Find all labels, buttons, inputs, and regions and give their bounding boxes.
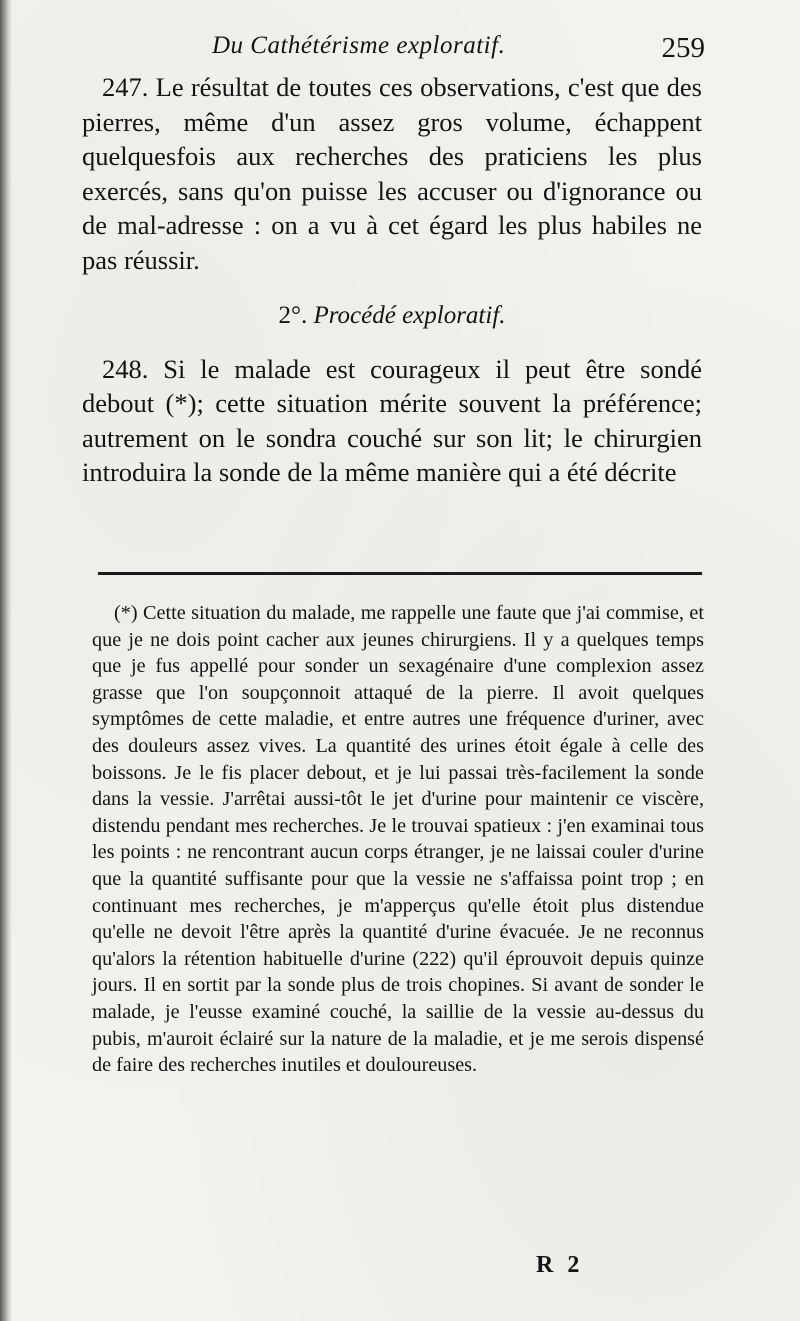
footnote: [92, 600, 704, 1079]
section-number: 2°.: [278, 302, 308, 329]
section-heading: [82, 299, 702, 334]
running-title: Du Cathétérisme exploratif.: [212, 32, 506, 59]
footnote-text: (*) Cette situation du malade, me rappelle une faute que j'ai commise, et que je ne dois point cacher aux jeunes chirurgiens. Il y a quelques temps que je fus appellé pour sonder un sexagénaire d'une complexion assez grasse que l'on soupçonnoit attaqué de la pierre. Il avoit quelques symptômes de cette maladie, et entre autres une fréquence d'uriner, avec des douleurs assez vives. La quantité des urines étoit égale à celle des boissons. Je le fis placer debout, et je lui passai très-facilement la sonde dans la vessie. J'arrêtai aussi-tôt le jet d'urine pour maintenir ce viscère, distendu pendant mes recherches. Je le trouvai spatieux : j'en examinai tous les points : ne rencontrant aucun corps étranger, je ne laissai couler d'urine que la quantité suffisante pour que la vessie ne s'affaissa point trop ; en continuant mes recherches, je m'apperçus qu'elle étoit plus distendue qu'elle ne devoit l'être après la quantité d'urine évacuée. Je ne reconnus qu'alors la rétention habituelle d'urine (222) qu'il éprouvoit depuis quinze jours. Il en sortit par la sonde plus de trois chopines. Si avant de sonder le malade, je l'eusse examiné couché, la saillie de la vessie au-dessus du pubis, m'auroit éclairé sur la nature de la maladie, et je me serois dispensé de faire des recherches inutiles et douloureuses.: [92, 602, 704, 1077]
main-text: [82, 70, 702, 490]
page-gutter-shadow: [0, 0, 12, 1321]
footnote-rule: [98, 572, 702, 575]
paragraph-248: 248. Si le malade est courageux il peut être sondé debout (*); cette situation mérite souvent la préférence; autrement on le sondra couché sur son lit; le chirurgien introduira la sonde de la même manière qui a été décrite: [82, 353, 702, 487]
section-title: Procédé exploratif.: [313, 302, 506, 329]
paragraph-247: 247. Le résultat de toutes ces observations, c'est que des pierres, même d'un assez gros volume, échappent quelquesfois aux recherches des praticiens les plus exercés, sans qu'on puisse les accuser ou d'ignorance ou de mal-adresse : on a vu à cet égard les plus habiles ne pas réussir.: [82, 72, 702, 275]
page-number: 259: [661, 32, 705, 64]
page-header: [82, 28, 705, 68]
signature-mark: R 2: [536, 1252, 584, 1278]
